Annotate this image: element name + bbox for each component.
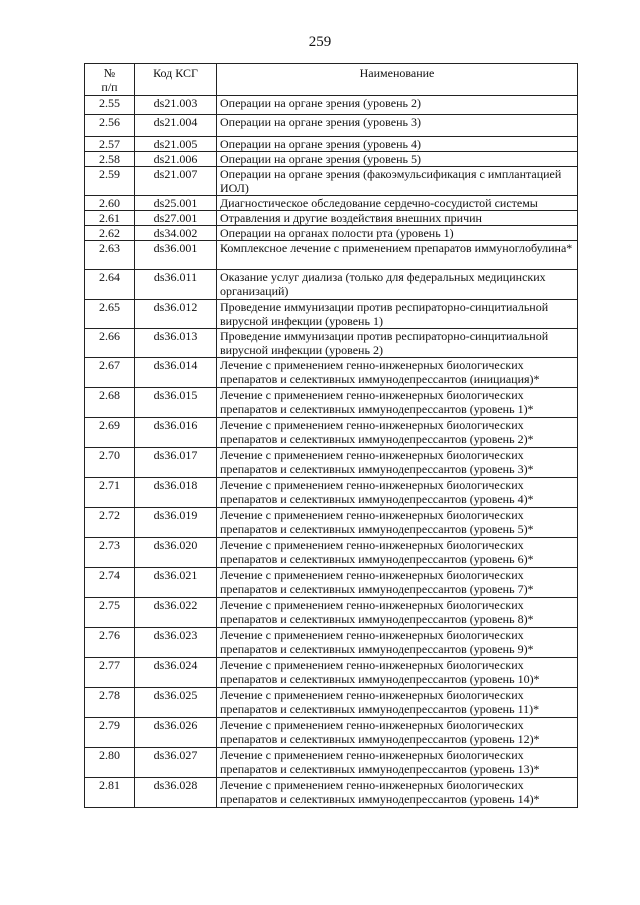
table-row xyxy=(85,226,578,241)
row-code: ds36.001 xyxy=(135,241,217,270)
row-code: ds36.027 xyxy=(135,748,217,778)
table-row xyxy=(85,96,578,115)
row-name: Оказание услуг диализа (только для федеральных медицинских организаций) xyxy=(217,270,578,300)
header-code: Код КСГ xyxy=(135,64,217,96)
row-name: Комплексное лечение с применением препаратов иммуноглобулина* xyxy=(217,241,578,270)
row-name: Лечение с применением генно-инженерных биологических препаратов и селективных иммунодепрессантов (уровень 11)* xyxy=(217,688,578,718)
row-num: 2.65 xyxy=(85,300,135,329)
row-code: ds34.002 xyxy=(135,226,217,241)
row-name: Лечение с применением генно-инженерных биологических препаратов и селективных иммунодепрессантов (уровень 13)* xyxy=(217,748,578,778)
row-code: ds36.019 xyxy=(135,508,217,538)
table-row xyxy=(85,115,578,137)
table-body xyxy=(85,96,578,808)
table-row xyxy=(85,628,578,658)
row-name: Лечение с применением генно-инженерных биологических препаратов и селективных иммунодепрессантов (уровень 4)* xyxy=(217,478,578,508)
row-code: ds36.023 xyxy=(135,628,217,658)
row-name: Лечение с применением генно-инженерных биологических препаратов и селективных иммунодепрессантов (уровень 3)* xyxy=(217,448,578,478)
row-code: ds21.004 xyxy=(135,115,217,137)
row-name: Операции на органе зрения (уровень 5) xyxy=(217,152,578,167)
row-num: 2.61 xyxy=(85,211,135,226)
table-row xyxy=(85,270,578,300)
row-num: 2.71 xyxy=(85,478,135,508)
row-code: ds36.014 xyxy=(135,358,217,388)
row-name: Операции на органах полости рта (уровень 1) xyxy=(217,226,578,241)
row-num: 2.77 xyxy=(85,658,135,688)
row-name: Отравления и другие воздействия внешних причин xyxy=(217,211,578,226)
row-num: 2.72 xyxy=(85,508,135,538)
table-row xyxy=(85,778,578,808)
table-row xyxy=(85,196,578,211)
row-name: Лечение с применением генно-инженерных биологических препаратов и селективных иммунодепрессантов (уровень 2)* xyxy=(217,418,578,448)
row-name: Лечение с применением генно-инженерных биологических препаратов и селективных иммунодепрессантов (уровень 10)* xyxy=(217,658,578,688)
table-row xyxy=(85,538,578,568)
row-num: 2.64 xyxy=(85,270,135,300)
row-code: ds36.021 xyxy=(135,568,217,598)
row-code: ds36.013 xyxy=(135,329,217,358)
table-row xyxy=(85,241,578,270)
row-num: 2.70 xyxy=(85,448,135,478)
row-code: ds36.018 xyxy=(135,478,217,508)
row-code: ds27.001 xyxy=(135,211,217,226)
row-name: Операции на органе зрения (уровень 4) xyxy=(217,137,578,152)
row-name: Диагностическое обследование сердечно-сосудистой системы xyxy=(217,196,578,211)
row-name: Проведение иммунизации против респираторно-синцитиальной вирусной инфекции (уровень 2) xyxy=(217,329,578,358)
table-row xyxy=(85,211,578,226)
row-code: ds36.015 xyxy=(135,388,217,418)
table-row xyxy=(85,478,578,508)
row-code: ds36.020 xyxy=(135,538,217,568)
table-row xyxy=(85,748,578,778)
row-name: Лечение с применением генно-инженерных биологических препаратов и селективных иммунодепрессантов (уровень 1)* xyxy=(217,388,578,418)
row-name: Лечение с применением генно-инженерных биологических препаратов и селективных иммунодепрессантов (уровень 6)* xyxy=(217,538,578,568)
row-num: 2.55 xyxy=(85,96,135,115)
table-row xyxy=(85,388,578,418)
row-num: 2.62 xyxy=(85,226,135,241)
row-code: ds21.003 xyxy=(135,96,217,115)
row-num: 2.78 xyxy=(85,688,135,718)
row-name: Лечение с применением генно-инженерных биологических препаратов и селективных иммунодепрессантов (уровень 14)* xyxy=(217,778,578,808)
row-num: 2.81 xyxy=(85,778,135,808)
table-row xyxy=(85,718,578,748)
row-code: ds25.001 xyxy=(135,196,217,211)
table-row xyxy=(85,568,578,598)
row-code: ds36.028 xyxy=(135,778,217,808)
row-num: 2.75 xyxy=(85,598,135,628)
row-code: ds36.011 xyxy=(135,270,217,300)
row-code: ds21.006 xyxy=(135,152,217,167)
row-name: Лечение с применением генно-инженерных биологических препаратов и селективных иммунодепрессантов (уровень 12)* xyxy=(217,718,578,748)
table-row xyxy=(85,167,578,196)
row-name: Операции на органе зрения (уровень 2) xyxy=(217,96,578,115)
row-num: 2.60 xyxy=(85,196,135,211)
table-row xyxy=(85,598,578,628)
row-name: Лечение с применением генно-инженерных биологических препаратов и селективных иммунодепрессантов (уровень 5)* xyxy=(217,508,578,538)
table-header xyxy=(85,64,578,96)
table-row xyxy=(85,688,578,718)
table-row xyxy=(85,658,578,688)
row-code: ds36.022 xyxy=(135,598,217,628)
row-num: 2.67 xyxy=(85,358,135,388)
table-row xyxy=(85,137,578,152)
row-num: 2.74 xyxy=(85,568,135,598)
row-num: 2.57 xyxy=(85,137,135,152)
table-row xyxy=(85,300,578,329)
row-name: Лечение с применением генно-инженерных биологических препаратов и селективных иммунодепрессантов (уровень 7)* xyxy=(217,568,578,598)
row-name: Проведение иммунизации против респираторно-синцитиальной вирусной инфекции (уровень 1) xyxy=(217,300,578,329)
page-number: 259 xyxy=(308,34,332,50)
table-row xyxy=(85,418,578,448)
row-code: ds21.005 xyxy=(135,137,217,152)
header-name: Наименование xyxy=(217,64,578,96)
row-num: 2.56 xyxy=(85,115,135,137)
row-code: ds36.025 xyxy=(135,688,217,718)
table-row xyxy=(85,448,578,478)
row-code: ds36.017 xyxy=(135,448,217,478)
table-row xyxy=(85,152,578,167)
table-row xyxy=(85,329,578,358)
row-num: 2.73 xyxy=(85,538,135,568)
row-num: 2.66 xyxy=(85,329,135,358)
row-code: ds36.012 xyxy=(135,300,217,329)
row-num: 2.80 xyxy=(85,748,135,778)
row-num: 2.63 xyxy=(85,241,135,270)
row-code: ds36.024 xyxy=(135,658,217,688)
row-num: 2.68 xyxy=(85,388,135,418)
row-num: 2.59 xyxy=(85,167,135,196)
row-code: ds21.007 xyxy=(135,167,217,196)
row-code: ds36.026 xyxy=(135,718,217,748)
header-num: № п/п xyxy=(85,64,135,96)
row-num: 2.69 xyxy=(85,418,135,448)
row-num: 2.79 xyxy=(85,718,135,748)
table-row xyxy=(85,358,578,388)
ksg-table xyxy=(84,63,578,808)
row-name: Лечение с применением генно-инженерных биологических препаратов и селективных иммунодепрессантов (инициация)* xyxy=(217,358,578,388)
row-name: Лечение с применением генно-инженерных биологических препаратов и селективных иммунодепрессантов (уровень 8)* xyxy=(217,598,578,628)
row-code: ds36.016 xyxy=(135,418,217,448)
row-name: Операции на органе зрения (уровень 3) xyxy=(217,115,578,137)
row-num: 2.76 xyxy=(85,628,135,658)
table-row xyxy=(85,508,578,538)
row-name: Лечение с применением генно-инженерных биологических препаратов и селективных иммунодепрессантов (уровень 9)* xyxy=(217,628,578,658)
row-num: 2.58 xyxy=(85,152,135,167)
row-name: Операции на органе зрения (факоэмульсификация с имплантацией ИОЛ) xyxy=(217,167,578,196)
